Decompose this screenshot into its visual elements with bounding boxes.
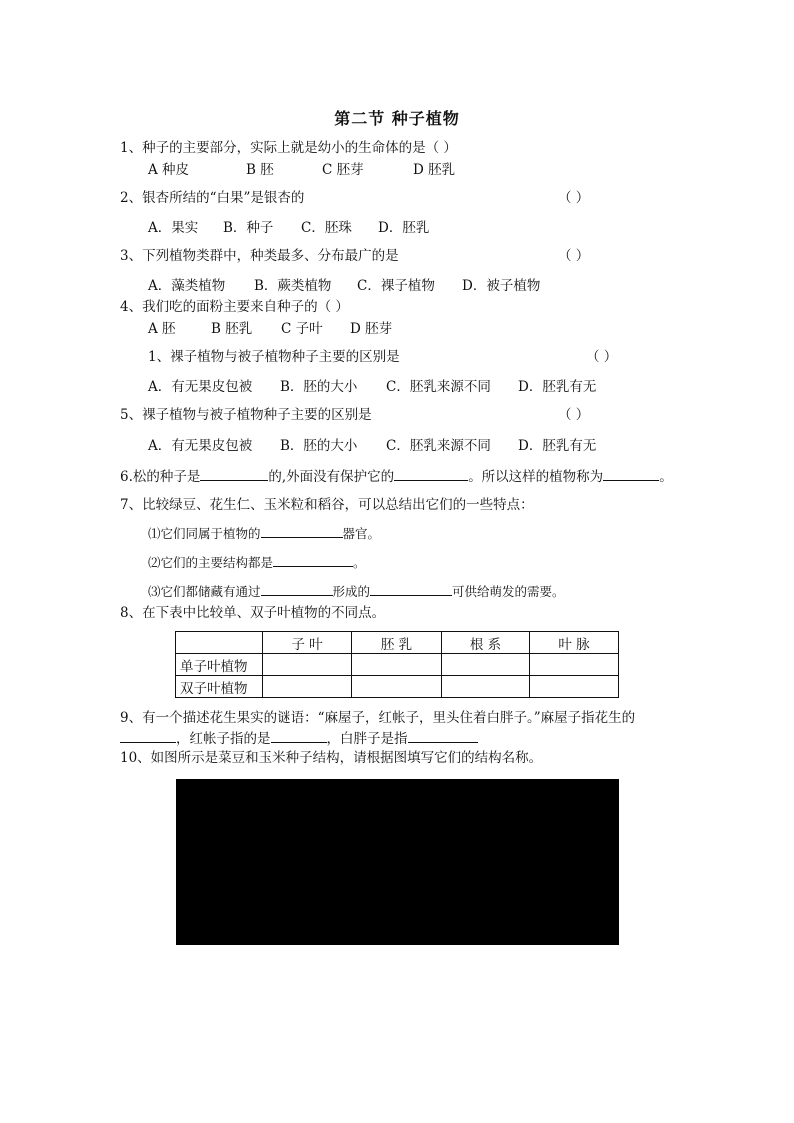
- q7-item-1-text: ⑴它们同属于植物的: [148, 526, 261, 541]
- q2-option-a: A．果实: [148, 220, 199, 236]
- table-cell[interactable]: [263, 676, 352, 698]
- q6-text-3: 。所以这样的植物称为: [468, 469, 604, 485]
- table-row: [176, 676, 619, 698]
- q7-item-3-end: 可供给萌发的需要。: [452, 584, 565, 599]
- q3-option-d: D．被子植物: [462, 278, 541, 294]
- question-6: [120, 467, 673, 486]
- table-cell[interactable]: [263, 654, 352, 676]
- q9-text-3: ，白胖子是指: [326, 731, 408, 747]
- q6-blank-2[interactable]: [394, 467, 468, 481]
- table-row-label-monocot: 单子叶植物: [176, 654, 263, 676]
- q5-option-d: D．胚乳有无: [518, 438, 597, 454]
- question-8: 8、在下表中比较单、双子叶植物的不同点。: [120, 605, 386, 621]
- question-3: 3、下列植物类群中，种类最多、分布最广的是: [120, 248, 399, 264]
- table-header-leaf-vein: 叶 脉: [530, 632, 619, 654]
- q7-blank-1[interactable]: [261, 524, 343, 538]
- q3-option-b: B．蕨类植物: [254, 278, 332, 294]
- table-header-root-system: 根 系: [442, 632, 530, 654]
- q7-blank-2[interactable]: [273, 553, 353, 567]
- q2-option-c: C．胚珠: [301, 220, 352, 236]
- question-9-line-2: [120, 729, 478, 748]
- comparison-table: [175, 631, 619, 698]
- q4b-option-c: C．胚乳来源不同: [386, 379, 491, 395]
- question-4: 4、我们吃的面粉主要来自种子的（ ）: [120, 299, 349, 315]
- q6-text-4: 。: [659, 469, 673, 485]
- table-cell[interactable]: [352, 654, 442, 676]
- q7-item-3-mid: 形成的: [332, 584, 371, 599]
- q4-option-b: B 胚乳: [211, 321, 253, 337]
- seed-structure-figure: [176, 779, 619, 945]
- q9-blank-1[interactable]: [120, 729, 176, 743]
- question-2: 2、银杏所结的“白果”是银杏的: [120, 190, 305, 206]
- q5-option-c: C．胚乳来源不同: [386, 438, 491, 454]
- q7-item-1: [148, 524, 380, 543]
- table-cell[interactable]: [530, 676, 619, 698]
- q4b-option-a: A．有无果皮包被: [148, 379, 253, 395]
- q1-option-d: D 胚乳: [413, 162, 456, 178]
- table-header-row: [176, 632, 619, 654]
- q6-text-1: 6.松的种子是: [120, 469, 201, 485]
- q2-answer-paren: （ ）: [558, 190, 590, 206]
- q4-option-c: C 子叶: [281, 321, 323, 337]
- q5-option-a: A．有无果皮包被: [148, 438, 253, 454]
- q7-item-2: [148, 553, 366, 572]
- q7-blank-3[interactable]: [261, 582, 333, 596]
- table-cell[interactable]: [442, 676, 530, 698]
- q7-item-3: [148, 582, 565, 601]
- question-7: 7、比较绿豆、花生仁、玉米粒和稻谷，可以总结出它们的一些特点：: [120, 497, 534, 513]
- q4b-option-b: B．胚的大小: [280, 379, 358, 395]
- q5-answer-paren: （ ）: [558, 407, 590, 423]
- q9-text-2: ，红帐子指的是: [176, 731, 271, 747]
- question-9: 9、有一个描述花生果实的谜语：“麻屋子，红帐子，里头住着白胖子。”麻屋子指花生的: [120, 710, 636, 726]
- table-cell[interactable]: [352, 676, 442, 698]
- table-row: [176, 654, 619, 676]
- q4b-answer-paren: （ ）: [586, 349, 618, 365]
- page-title: 第二节 种子植物: [334, 109, 460, 128]
- question-5: 5、裸子植物与被子植物种子主要的区别是: [120, 407, 372, 423]
- table-row-label-dicot: 双子叶植物: [176, 676, 263, 698]
- table-cell[interactable]: [530, 654, 619, 676]
- q7-blank-4[interactable]: [370, 582, 452, 596]
- q2-option-d: D．胚乳: [378, 220, 430, 236]
- q6-text-2: 的,外面没有保护它的: [268, 469, 395, 485]
- q4b-option-d: D．胚乳有无: [518, 379, 597, 395]
- q4-option-d: D 胚芽: [350, 321, 393, 337]
- q7-item-2-text: ⑵它们的主要结构都是: [148, 555, 274, 570]
- question-1: 1、种子的主要部分，实际上就是幼小的生命体的是（ ）: [120, 140, 457, 156]
- q3-option-a: A．藻类植物: [148, 278, 226, 294]
- q5-option-b: B．胚的大小: [280, 438, 358, 454]
- question-10: 10、如图所示是菜豆和玉米种子结构，请根据图填写它们的结构名称。: [120, 750, 543, 766]
- q1-option-c: C 胚芽: [322, 162, 364, 178]
- q1-option-a: A 种皮: [148, 162, 190, 178]
- question-4b: 1、裸子植物与被子植物种子主要的区别是: [148, 349, 400, 365]
- q9-blank-3[interactable]: [408, 729, 478, 743]
- table-cell[interactable]: [442, 654, 530, 676]
- q6-blank-1[interactable]: [200, 467, 268, 481]
- table-header-cotyledon: 子 叶: [263, 632, 352, 654]
- q1-option-b: B 胚: [246, 162, 274, 178]
- q7-item-3-text: ⑶它们都储藏有通过: [148, 584, 261, 599]
- q7-item-2-end: 。: [353, 555, 366, 570]
- q9-blank-2[interactable]: [271, 729, 327, 743]
- q3-answer-paren: （ ）: [558, 248, 590, 264]
- table-header-corner: [176, 632, 263, 654]
- q6-blank-3[interactable]: [603, 467, 659, 481]
- q7-item-1-end: 器官。: [342, 526, 381, 541]
- q3-option-c: C．裸子植物: [357, 278, 435, 294]
- q2-option-b: B．种子: [223, 220, 274, 236]
- table-header-endosperm: 胚 乳: [352, 632, 442, 654]
- q4-option-a: A 胚: [148, 321, 176, 337]
